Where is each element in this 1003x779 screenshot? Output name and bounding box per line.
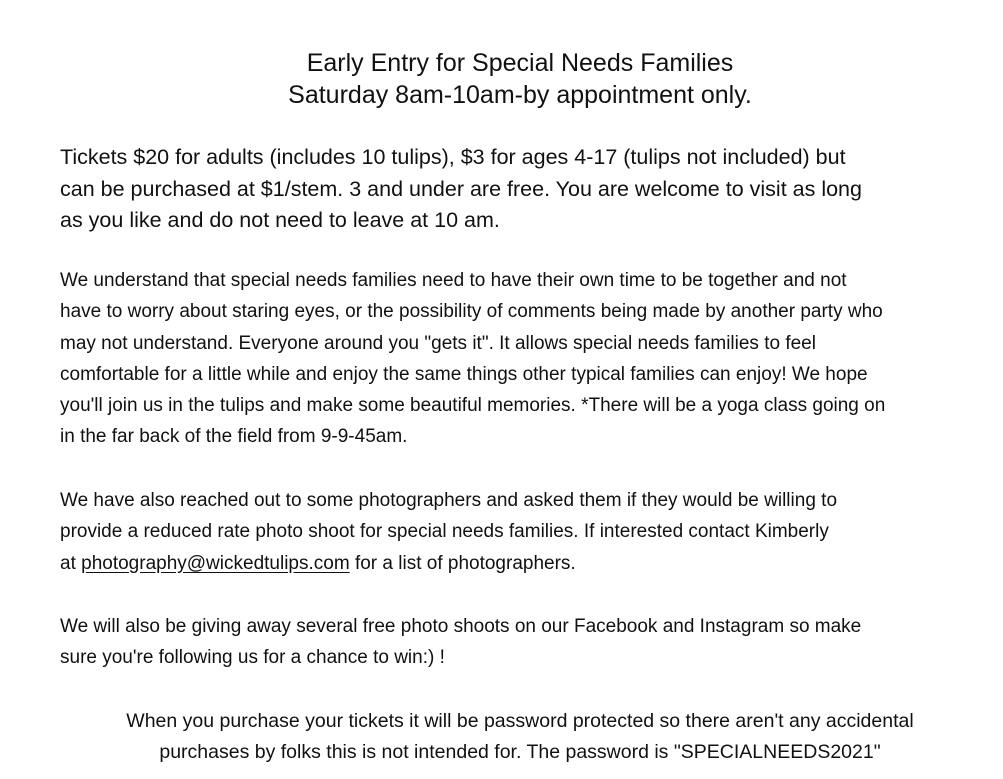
photographers-line-1: We have also reached out to some photographers and asked them if they would be willing to [60, 490, 838, 511]
tickets-paragraph [60, 142, 980, 237]
page-title [0, 47, 1003, 111]
understand-line-5: you'll join us in the tulips and make some beautiful memories. *There will be a yoga class going on [60, 395, 886, 417]
tickets-line-1: Tickets $20 for adults (includes 10 tulips), $3 for ages 4-17 (tulips not included) but [60, 145, 846, 169]
photographers-line-3 [60, 548, 990, 579]
understand-paragraph [60, 265, 990, 453]
understand-line-4: comfortable for a little while and enjoy the same things other typical families can enjoy! We hope [60, 363, 868, 385]
photographers-line-2: provide a reduced rate photo shoot for special needs families. If interested contact Kimberly [60, 521, 829, 543]
title-line-2: Saturday 8am-10am-by appointment only. [288, 81, 752, 109]
understand-line-6: in the far back of the field from 9-9-45am. [60, 426, 408, 448]
tickets-line-2: can be purchased at $1/stem. 3 and under are free. You are welcome to visit as long [60, 176, 862, 201]
giveaway-line-1: We will also be giving away several free photo shoots on our Facebook and Instagram so make [60, 616, 862, 637]
email-link[interactable]: photography@wickedtulips.com [81, 552, 350, 574]
tickets-line-3: as you like and do not need to leave at 10 am. [60, 208, 500, 232]
password-note-line-1: When you purchase your tickets it will be password protected so there aren't any accidental [126, 710, 914, 732]
photographers-line-3-suffix: for a list of photographers. [349, 552, 576, 574]
understand-line-1: We understand that special needs families need to have their own time to be together and not [60, 270, 847, 291]
giveaway-paragraph [60, 611, 990, 674]
photographers-line-3-prefix: at [60, 552, 82, 574]
understand-line-3: may not understand. Everyone around you "gets it". It allows special needs families to feel [60, 332, 816, 354]
password-note-line-2: purchases by folks this is not intended for. The password is "SPECIALNEEDS2021" [159, 741, 881, 763]
understand-line-2: have to worry about staring eyes, or the possibility of comments being made by another party who [60, 301, 883, 323]
title-line-1: Early Entry for Special Needs Families [306, 49, 734, 77]
password-note [60, 706, 980, 768]
photographers-paragraph [60, 485, 990, 579]
giveaway-line-2: sure you're following us for a chance to win:) ! [60, 647, 445, 669]
